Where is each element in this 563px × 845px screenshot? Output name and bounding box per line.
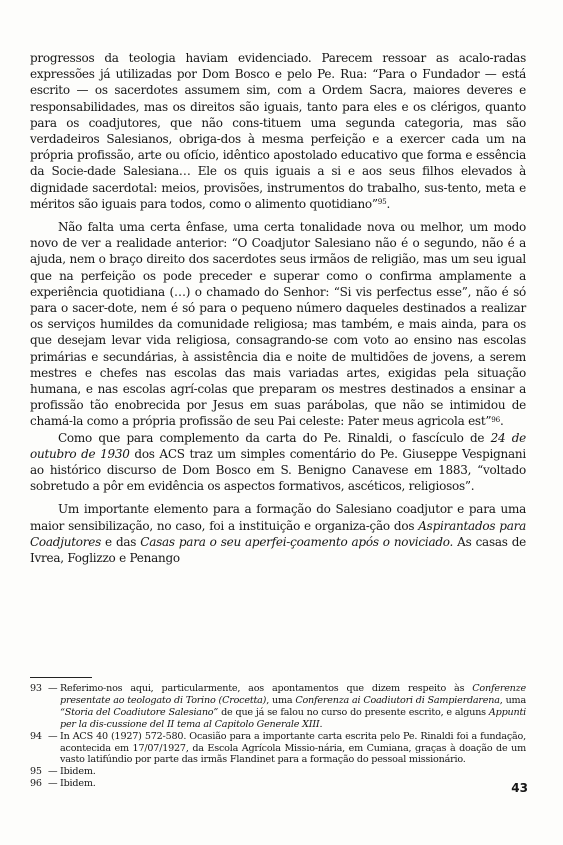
footnote-number: 95 bbox=[30, 766, 42, 778]
paragraph-text: Um importante elemento para a formação do Salesiano coadjutor e para uma maior sensibilização, no caso, foi a instituição e organiza-ção dos bbox=[30, 502, 526, 533]
paragraph-text: dos ACS traz um simples comentário do Pe. Giuseppe Vespignani ao histórico discurso de Dom Bosco em S. Benigno Canavese em 1883, “voltado sobretudo a pôr em evidência os aspectos formativos, ascéticos, religiosos”. bbox=[30, 446, 526, 494]
page-number: 43 bbox=[511, 781, 528, 795]
footnote-segment: In ACS 40 (1927) 572-580. Ocasião para a importante carta escrita pelo Pe. Rinaldi foi a fundação, acontecida em 17/07/1927, da Escola Agrícola Missio-nária, em Cumiana, graças à doação de um vasto latifúndio por parte das irmãs Flandinet para a formação do pessoal missionário. bbox=[60, 730, 526, 766]
footnote-segment: Ibidem. bbox=[60, 778, 96, 790]
footnote-text bbox=[60, 683, 526, 731]
paragraph-text: As casas de Ivrea, Foglizzo e Penango bbox=[30, 534, 526, 566]
paragraph-text: progressos da teologia haviam evidenciado. Parecem ressoar as acalo-radas expressões já utilizadas por Dom Bosco e pelo Pe. Rua: “Para o Fundador — está escrito — os sacerdotes assumem sim, com a Ordem Sacra, maiores deveres e responsabilidades, mas os direitos são iguais, tanto para eles e os clérigos, quanto para os coadjutores, que não cons-tituem uma segunda categoria, mas são verdadeiros Salesianos, obriga-dos à mesma perfeição e a exercer cada um na própria profissão, arte ou ofício, idêntico apostolado educativo que forma e essência da Socie-dade Salesiana… Ele os quis iguais a si e aos seus filhos elevados à dignidade sacerdotal: meios, provisões, instrumentos do trabalho, sus-tento, meta e méritos são iguais para todos, como o alimento quotidiano” bbox=[30, 51, 526, 211]
footnote-segment: de que já se falou no curso do presente escrito, e alguns bbox=[218, 706, 489, 718]
footnote-number: 96 bbox=[30, 778, 42, 790]
footnote-segment: Referimo-nos aqui, particularmente, aos apontamentos que dizem respeito às bbox=[60, 683, 473, 694]
footnote-ref: 95 bbox=[377, 197, 387, 207]
footnote-dash: — bbox=[48, 766, 58, 778]
footnote bbox=[30, 683, 526, 731]
footnote-divider bbox=[30, 677, 92, 678]
footnote-number: 94 bbox=[30, 730, 42, 742]
footnote-text bbox=[60, 766, 526, 778]
footnote-italic: “Storia del Coadiutore Salesiano” bbox=[60, 706, 219, 718]
paragraph-2 bbox=[30, 219, 526, 430]
footnote-italic: Conferenze presentate ao teologato di Torino (Crocetta) bbox=[60, 683, 526, 706]
paragraph-text: Não falta uma certa ênfase, uma certa tonalidade nova ou melhor, um modo novo de ver a realidade anterior: “O Coadjutor Salesiano não é o segundo, não é a ajuda, nem o braço direito dos sacerdotes seus irmãos de religião, mas um seu igual que na perfeição os pode preceder e superar como o confirma amplamente a experiência quotidiana (…) o chamado do Senhor: “Si vis perfectus esse”, não é só para o sacer-dote, nem é só para o pequeno número daqueles destinados a realizar os serviços humildes da comunidade religiosa; mas também, e mais ainda, para os que desejam levar vida religiosa, consagrando-se com voto ao ensino nas escolas primárias e secundárias, à assistência dia e noite de multidões de jovens, a serem mestres e chefes nas escolas das mais variadas artes, exigidas pela situação humana, e nas escolas agrí-colas que preparam os mestres destinados a ensinar a profissão tão enobrecida por Jesus em suas parábolas, que não se intimidou de chamá-la como a própria profissão de seu Pai celeste: Pater meus agricola est” bbox=[30, 220, 526, 429]
footnote-italic: Appunti per la dis-cussione del II tema al Capitolo Generale XIII bbox=[60, 706, 526, 730]
paragraph-text: Como que para complemento da carta do Pe. Rinaldi, o fascículo de bbox=[58, 430, 491, 445]
body-text bbox=[30, 50, 526, 566]
title-italic: Aspirantados para Coadjutores bbox=[30, 518, 527, 549]
footnote-text bbox=[60, 731, 526, 767]
footnote-number: 93 bbox=[30, 683, 42, 694]
footnote-italic: Conferenza ai Coadiutori di Sampierdarena bbox=[295, 694, 500, 706]
footnote-text bbox=[60, 778, 526, 790]
punctuation: . bbox=[499, 414, 504, 429]
footnote-segment: . bbox=[319, 718, 323, 730]
footnote-segment: , uma bbox=[266, 694, 296, 706]
footnote bbox=[30, 766, 526, 778]
title-italic: Casas para o seu aperfei-çoamento após o noviciado. bbox=[140, 534, 454, 549]
footnote-ref: 96 bbox=[491, 414, 500, 424]
footnote-dash: — bbox=[48, 778, 58, 790]
paragraph-3 bbox=[30, 430, 526, 495]
footnote-segment: , uma bbox=[499, 694, 526, 706]
footnote-dash: — bbox=[48, 683, 58, 694]
footnote-segment: Ibidem. bbox=[60, 766, 96, 778]
paragraph-4 bbox=[30, 501, 526, 566]
paragraph-1 bbox=[30, 50, 526, 212]
paragraph-text: e das bbox=[100, 534, 141, 549]
footnote bbox=[30, 778, 526, 790]
footnote bbox=[30, 731, 526, 767]
footnote-dash: — bbox=[48, 730, 58, 742]
footnotes bbox=[30, 683, 526, 790]
punctuation: . bbox=[386, 196, 391, 211]
date-italic: 24 de outubro de 1930 bbox=[30, 430, 527, 461]
